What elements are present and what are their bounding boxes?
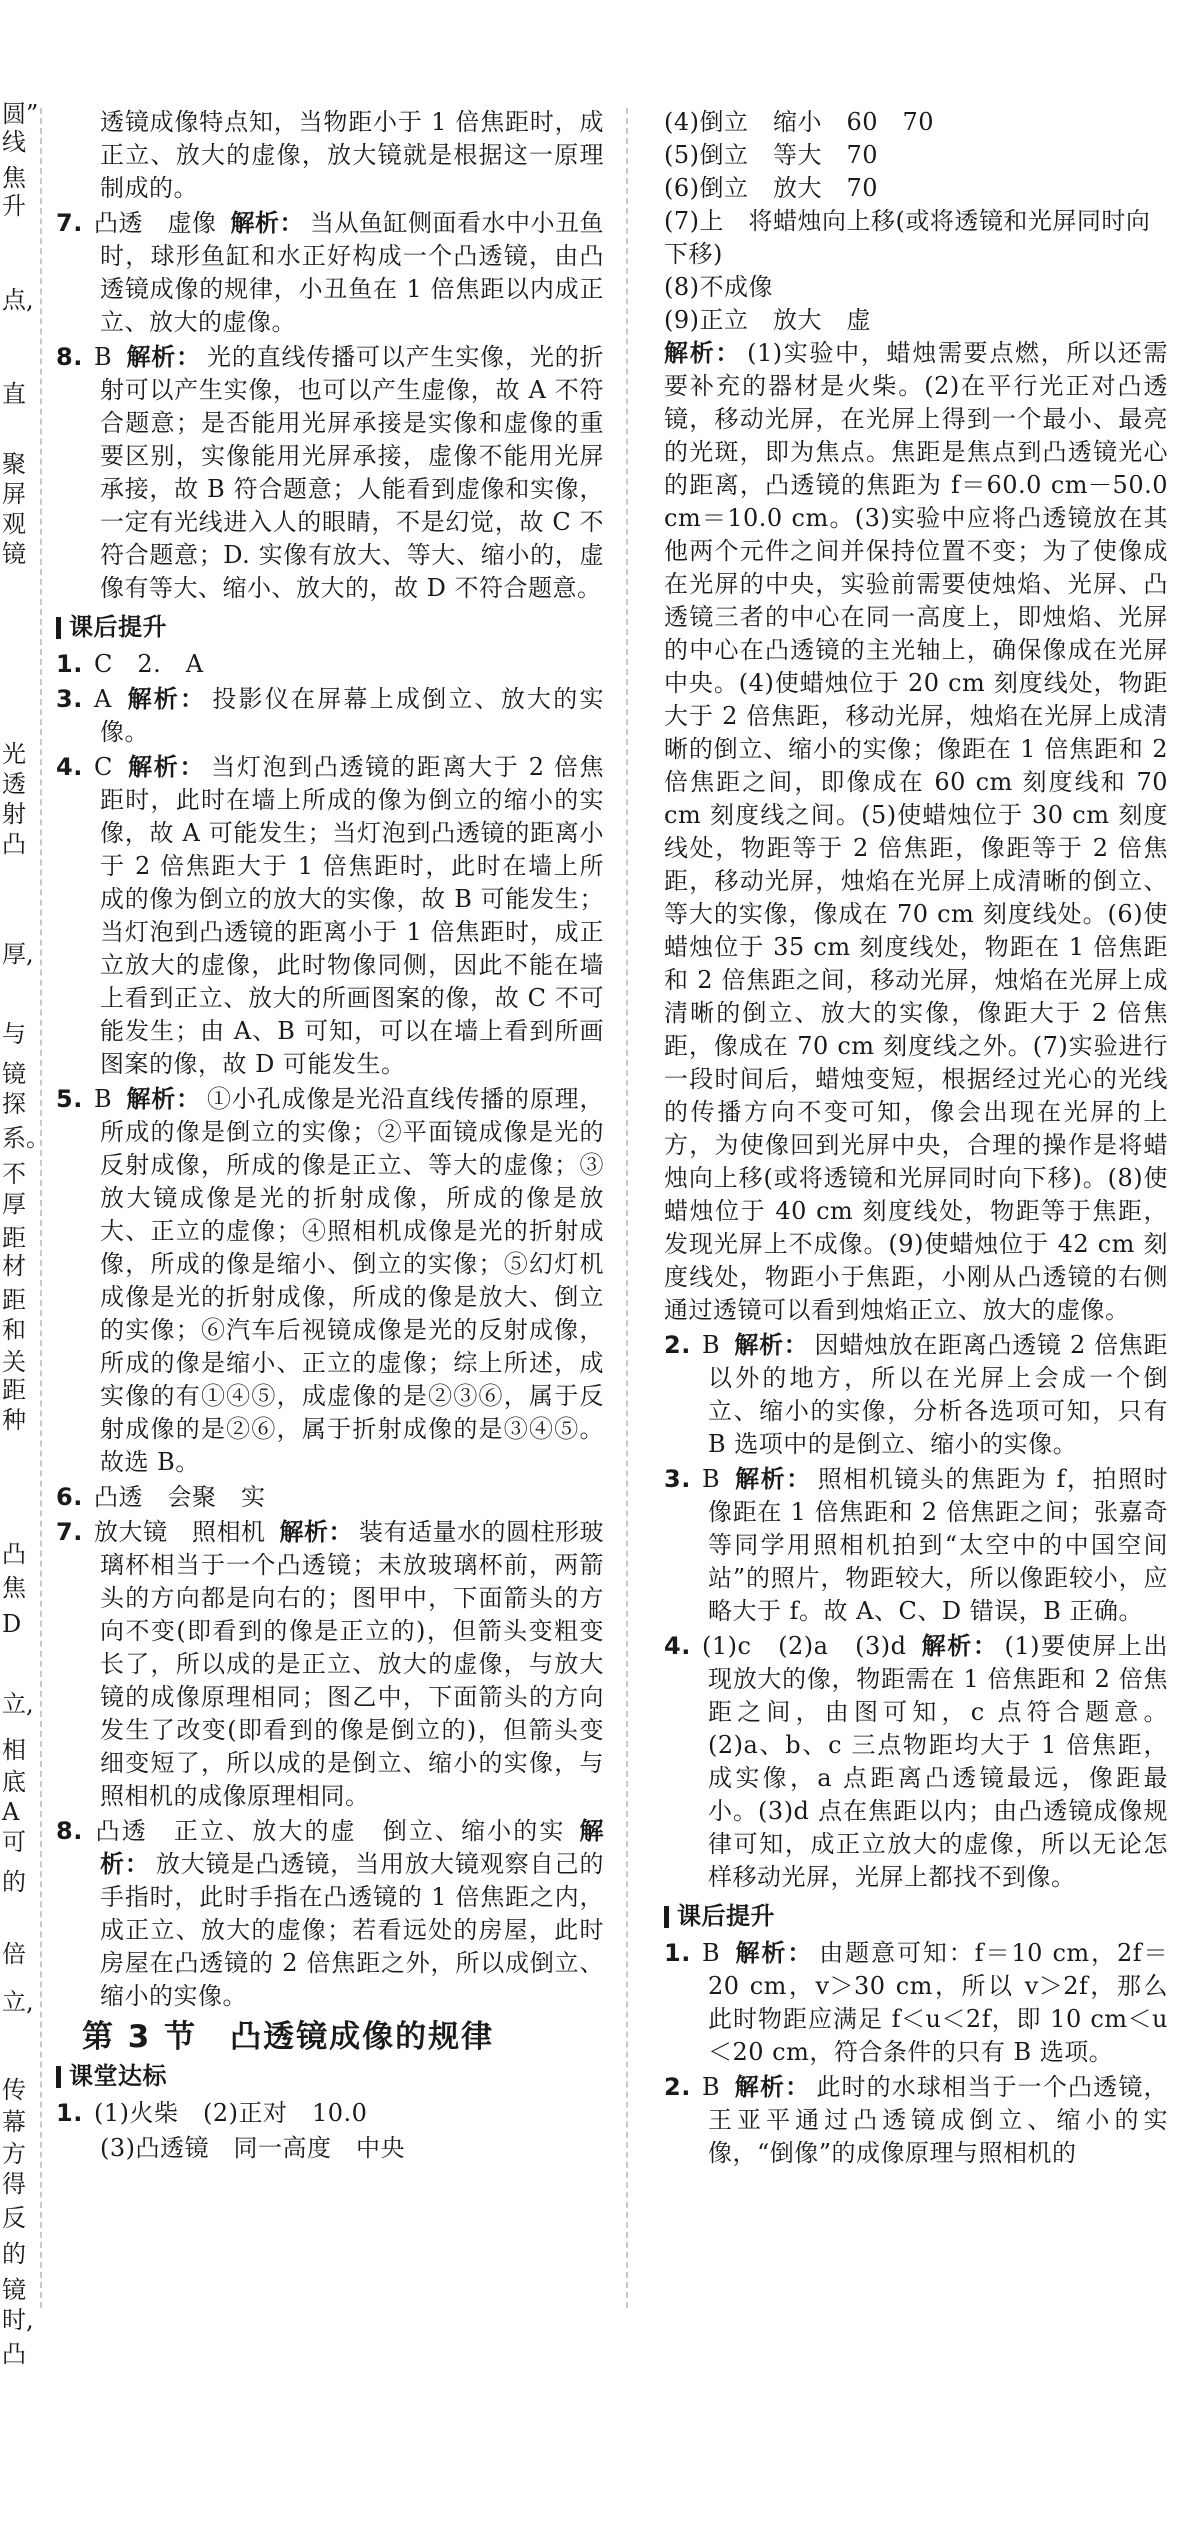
edge-fragment: 倍 bbox=[2, 1940, 26, 1968]
answer-item-7: 7. 凸透 虚像 解析： 当从鱼缸侧面看水中小丑鱼时，球形鱼缸和水正好构成一个凸透镜，由凸透镜成像的规律，小丑鱼在 1 倍焦距以内成正立、放大的虚像。 bbox=[56, 209, 604, 336]
edge-fragment: 系。 bbox=[2, 1124, 50, 1152]
answer-item-1c-line2: (3)凸透镜 同一高度 中央 bbox=[100, 2134, 405, 2162]
sub-answer-line: (8)不成像 bbox=[664, 273, 773, 301]
section-bar-icon bbox=[56, 2066, 61, 2088]
answer-item-7b: 7. 放大镜 照相机 解析： 装有适量水的圆柱形玻璃杯相当于一个凸透镜；未放玻璃杯前，两箭头的方向都是向右的；图甲中，下面箭头的方向不变(即看到的像是正立的)，但箭头变粗变长了，所以成的是正立、放大的虚像，与放大镜的成像原理相同；图乙中，下面箭头的方向发生了改变(即看到的像是倒立的)，但箭头变细变短了，所以成的是倒立、缩小的实像，与照相机的成像原理相同。 bbox=[56, 1518, 604, 1810]
edge-fragment: 种 bbox=[2, 1406, 26, 1434]
analysis-paragraph: 解析： (1)实验中，蜡烛需要点燃，所以还需要补充的器材是火柴。(2)在平行光正对凸透镜，移动光屏，在光屏上得到一个最小、最亮的光斑，即为焦点。焦距是焦点到凸透镜光心的距离，凸透镜的焦距为 f＝60.0 cm－50.0 cm＝10.0 cm。(3)实验中应将凸透镜放在其他两个元件之间并保持位置不变；为了使像成在光屏的中央，实验前需要使烛焰、光屏、凸透镜三者的中心在同一高度上，即烛焰、光屏的中心在凸透镜的主光轴上，确保像成在光屏中央。(4)使蜡烛位于 20 cm 刻度线处，物距大于 2 倍焦距，移动光屏，烛焰在光屏上成清晰的倒立、缩小的实像；像距在 1 倍焦距和 2 倍焦距之间，即像成在 60 cm 刻度线和 70 cm 刻度线之间。(5)使蜡烛位于 30 cm 刻度线处，物距等于 2 倍焦距，像距等于 2 倍焦距，移动光屏，烛焰在光屏上成清晰的倒立、等大的实像，像成在 70 cm 刻度线处。(6)使蜡烛位于 35 cm 刻度线处，物距在 1 倍焦距和 2 倍焦距之间，移动光屏，烛焰在光屏上成清晰的倒立、放大的实像，像距大于 2 倍焦距，像成在 70 cm 刻度线之外。(7)实验进行一段时间后，蜡烛变短，根据经过光心的光线的传播方向不变可知，像会出现在光屏的上方，为使像回到光屏中央，合理的操作是将蜡烛向上移(或将透镜和光屏同时向下移)。(8)使蜡烛位于 40 cm 刻度线处，物距等于焦距，发现光屏上不成像。(9)使蜡烛位于 42 cm 刻度线处，物距小于焦距，小刚从凸透镜的右侧通过透镜可以看到烛焰正立、放大的虚像。 bbox=[664, 339, 1169, 1324]
edge-fragment: 点, bbox=[2, 286, 34, 314]
edge-fragment: 线 bbox=[2, 128, 26, 156]
edge-fragment: A bbox=[2, 1798, 20, 1826]
edge-fragment: 透 bbox=[2, 770, 26, 798]
edge-fragment: 传 bbox=[2, 2076, 26, 2104]
edge-fragment: 聚 bbox=[2, 450, 26, 478]
sub-answer-line: (5)倒立 等大 70 bbox=[664, 141, 879, 169]
answer-item-r4: 4. (1)c (2)a (3)d 解析： (1)要使屏上出现放大的像，物距需在 1 倍焦距和 2 倍焦距之间，由图可知，c 点符合题意。(2)a、b、c 三点物距均大于 1 倍焦距，成实像，a 点距离凸透镜最远，像距最小。(3)d 点在焦距以内；由凸透镜成像规律可知，成正立放大的虚像，所以无论怎样移动光屏，光屏上都找不到像。 bbox=[664, 1632, 1168, 1891]
answer-item-r3: 3. B 解析： 照相机镜头的焦距为 f，拍照时像距在 1 倍焦距和 2 倍焦距之间；张嘉奇等同学用照相机拍到“太空中的中国空间站”的照片，物距较大，所以像距较小，应略大于 f。故 A、C、D 错误，B 正确。 bbox=[664, 1465, 1168, 1625]
answer-item-6: 6. 凸透 会聚 实 bbox=[56, 1483, 266, 1511]
edge-fragment: 光 bbox=[2, 740, 26, 768]
column-divider-left bbox=[40, 108, 42, 2308]
edge-fragment: 立, bbox=[2, 1988, 34, 2016]
edge-fragment: 距 bbox=[2, 1376, 26, 1404]
sub-answers bbox=[664, 106, 1168, 337]
sub-answer-line: (7)上 将蜡烛向上移(或将透镜和光屏同时向下移) bbox=[664, 207, 1151, 268]
edge-fragment: 焦 bbox=[2, 164, 26, 192]
edge-fragment: 厚 bbox=[2, 1190, 26, 1218]
edge-fragment: 距 bbox=[2, 1286, 26, 1314]
edge-fragment: 时, bbox=[2, 2306, 34, 2334]
right-column bbox=[664, 106, 1168, 2172]
edge-fragment: 圆” bbox=[2, 100, 39, 128]
edge-fragment: 凸 bbox=[2, 1540, 26, 1568]
answer-item-5: 5. B 解析： ①小孔成像是光沿直线传播的原理，所成的像是倒立的实像；②平面镜成像是光的反射成像，所成的像是正立、等大的虚像；③放大镜成像是光的折射成像，所成的像是放大、正立的虚像；④照相机成像是光的折射成像，所成的像是缩小、倒立的实像；⑤幻灯机成像是光的折射成像，所成的像是放大、倒立的实像；⑥汽车后视镜成像是光的反射成像，所成的像是缩小、正立的虚像；综上所述，成实像的有①④⑤，成虚像的是②③⑥，属于反射成像的是②⑥，属于折射成像的是③④⑤。故选 B。 bbox=[56, 1085, 605, 1476]
edge-fragment: 屏 bbox=[2, 480, 26, 508]
edge-fragment: 的 bbox=[2, 1868, 26, 1896]
edge-fragment: 升 bbox=[2, 192, 26, 220]
edge-fragment: 和 bbox=[2, 1316, 26, 1344]
edge-fragment: 镜 bbox=[2, 2276, 26, 2304]
column-divider-right bbox=[626, 108, 628, 2308]
answer-item-1-2: 1. C 2. A bbox=[56, 650, 204, 678]
edge-fragment: 厚, bbox=[2, 940, 34, 968]
section-heading-after-class-2: 课后提升 bbox=[664, 1900, 1168, 1933]
sub-answer-line: (9)正立 放大 虚 bbox=[664, 306, 871, 334]
answer-item-8b: 8. 凸透 正立、放大的虚 倒立、缩小的实 解析： 放大镜是凸透镜，当用放大镜观察自己的手指时，此时手指在凸透镜的 1 倍焦距之内，成正立、放大的虚像；若看远处的房屋，此时房屋在凸透镜的 2 倍焦距之外，所以成倒立、缩小的实像。 bbox=[56, 1817, 605, 2010]
answer-item-1c: 1. (1)火柴 (2)正对 10.0 bbox=[56, 2099, 368, 2127]
edge-fragment: 距 bbox=[2, 1224, 26, 1252]
answer-item-r1: 1. B 解析： 由题意可知：f＝10 cm，2f＝20 cm，v＞30 cm，所以 v＞2f，那么此时物距应满足 f＜u＜2f，即 10 cm＜u＜20 cm，符合条件的只有 B 选项。 bbox=[664, 1939, 1169, 2066]
edge-fragment: 关 bbox=[2, 1348, 26, 1376]
edge-fragment: 得 bbox=[2, 2170, 26, 2198]
edge-fragment: 直 bbox=[2, 380, 26, 408]
edge-fragment: 镜 bbox=[2, 1060, 26, 1088]
edge-fragment: 立, bbox=[2, 1690, 34, 1718]
sub-answer-line: (6)倒立 放大 70 bbox=[664, 174, 879, 202]
edge-fragment: 可 bbox=[2, 1828, 26, 1856]
edge-fragment: 镜 bbox=[2, 540, 26, 568]
edge-fragment: 反 bbox=[2, 2204, 26, 2232]
answer-item-4: 4. C 解析： 当灯泡到凸透镜的距离大于 2 倍焦距时，此时在墙上所成的像为倒立的缩小的实像，故 A 可能发生；当灯泡到凸透镜的距离小于 2 倍焦距大于 1 倍焦距时，此时在墙上所成的像为倒立的放大的实像，故 B 可能发生；当灯泡到凸透镜的距离小于 1 倍焦距时，成正立放大的虚像，此时物像同侧，因此不能在墙上看到正立、放大的所画图案的像，故 C 不可能发生；由 A、B 可知，可以在墙上看到所画图案的像，故 D 可能发生。 bbox=[56, 753, 605, 1078]
edge-fragment: 焦 bbox=[2, 1574, 26, 1602]
section-heading-after-class: 课后提升 bbox=[56, 611, 604, 644]
edge-fragment: 与 bbox=[2, 1020, 26, 1048]
edge-fragment: 的 bbox=[2, 2240, 26, 2268]
answer-item-3: 3. A 解析： 投影仪在屏幕上成倒立、放大的实像。 bbox=[56, 685, 605, 746]
answer-item-r2b: 2. B 解析： 此时的水球相当于一个凸透镜，王亚平通过凸透镜成倒立、缩小的实像，“倒像”的成像原理与照相机的 bbox=[664, 2073, 1169, 2167]
edge-fragment: 凸 bbox=[2, 2340, 26, 2368]
edge-fragment: 探 bbox=[2, 1090, 26, 1118]
edge-fragment: 方 bbox=[2, 2140, 26, 2168]
middle-column bbox=[56, 106, 604, 2165]
edge-fragment: 幕 bbox=[2, 2108, 26, 2136]
edge-fragment: 材 bbox=[2, 1252, 26, 1280]
section-heading-in-class: 课堂达标 bbox=[56, 2060, 604, 2093]
section-bar-icon bbox=[664, 1906, 669, 1928]
edge-fragment: 观 bbox=[2, 510, 26, 538]
edge-fragment: 相 bbox=[2, 1736, 26, 1764]
answer-item-r2: 2. B 解析： 因蜡烛放在距离凸透镜 2 倍焦距以外的地方，所以在光屏上会成一个倒立、缩小的实像，分析各选项可知，只有 B 选项中的是倒立、缩小的实像。 bbox=[664, 1331, 1169, 1458]
edge-fragment: 凸 bbox=[2, 830, 26, 858]
sub-answer-line: (4)倒立 缩小 60 70 bbox=[664, 108, 935, 136]
edge-fragment: 射 bbox=[2, 800, 26, 828]
chapter-title: 第 3 节 凸透镜成像的规律 bbox=[82, 2019, 495, 2055]
answer-item-8: 8. B 解析： 光的直线传播可以产生实像，光的折射可以产生实像，也可以产生虚像，故 A 不符合题意；是否能用光屏承接是实像和虚像的重要区别，实像能用光屏承接，虚像不能用光屏承接，故 B 符合题意；人能看到虚像和实像，一定有光线进入人的眼睛，不是幻觉，故 C 不符合题意；D. 实像有放大、等大、缩小的，虚像有等大、缩小、放大的，故 D 不符合题意。 bbox=[56, 343, 605, 602]
edge-fragment: D bbox=[2, 1610, 22, 1638]
edge-fragment: 底 bbox=[2, 1768, 26, 1796]
edge-fragment: 不 bbox=[2, 1160, 26, 1188]
section-bar-icon bbox=[56, 617, 61, 639]
continued-text: 透镜成像特点知，当物距小于 1 倍焦距时，成正立、放大的虚像，放大镜就是根据这一原理制成的。 bbox=[100, 108, 604, 202]
